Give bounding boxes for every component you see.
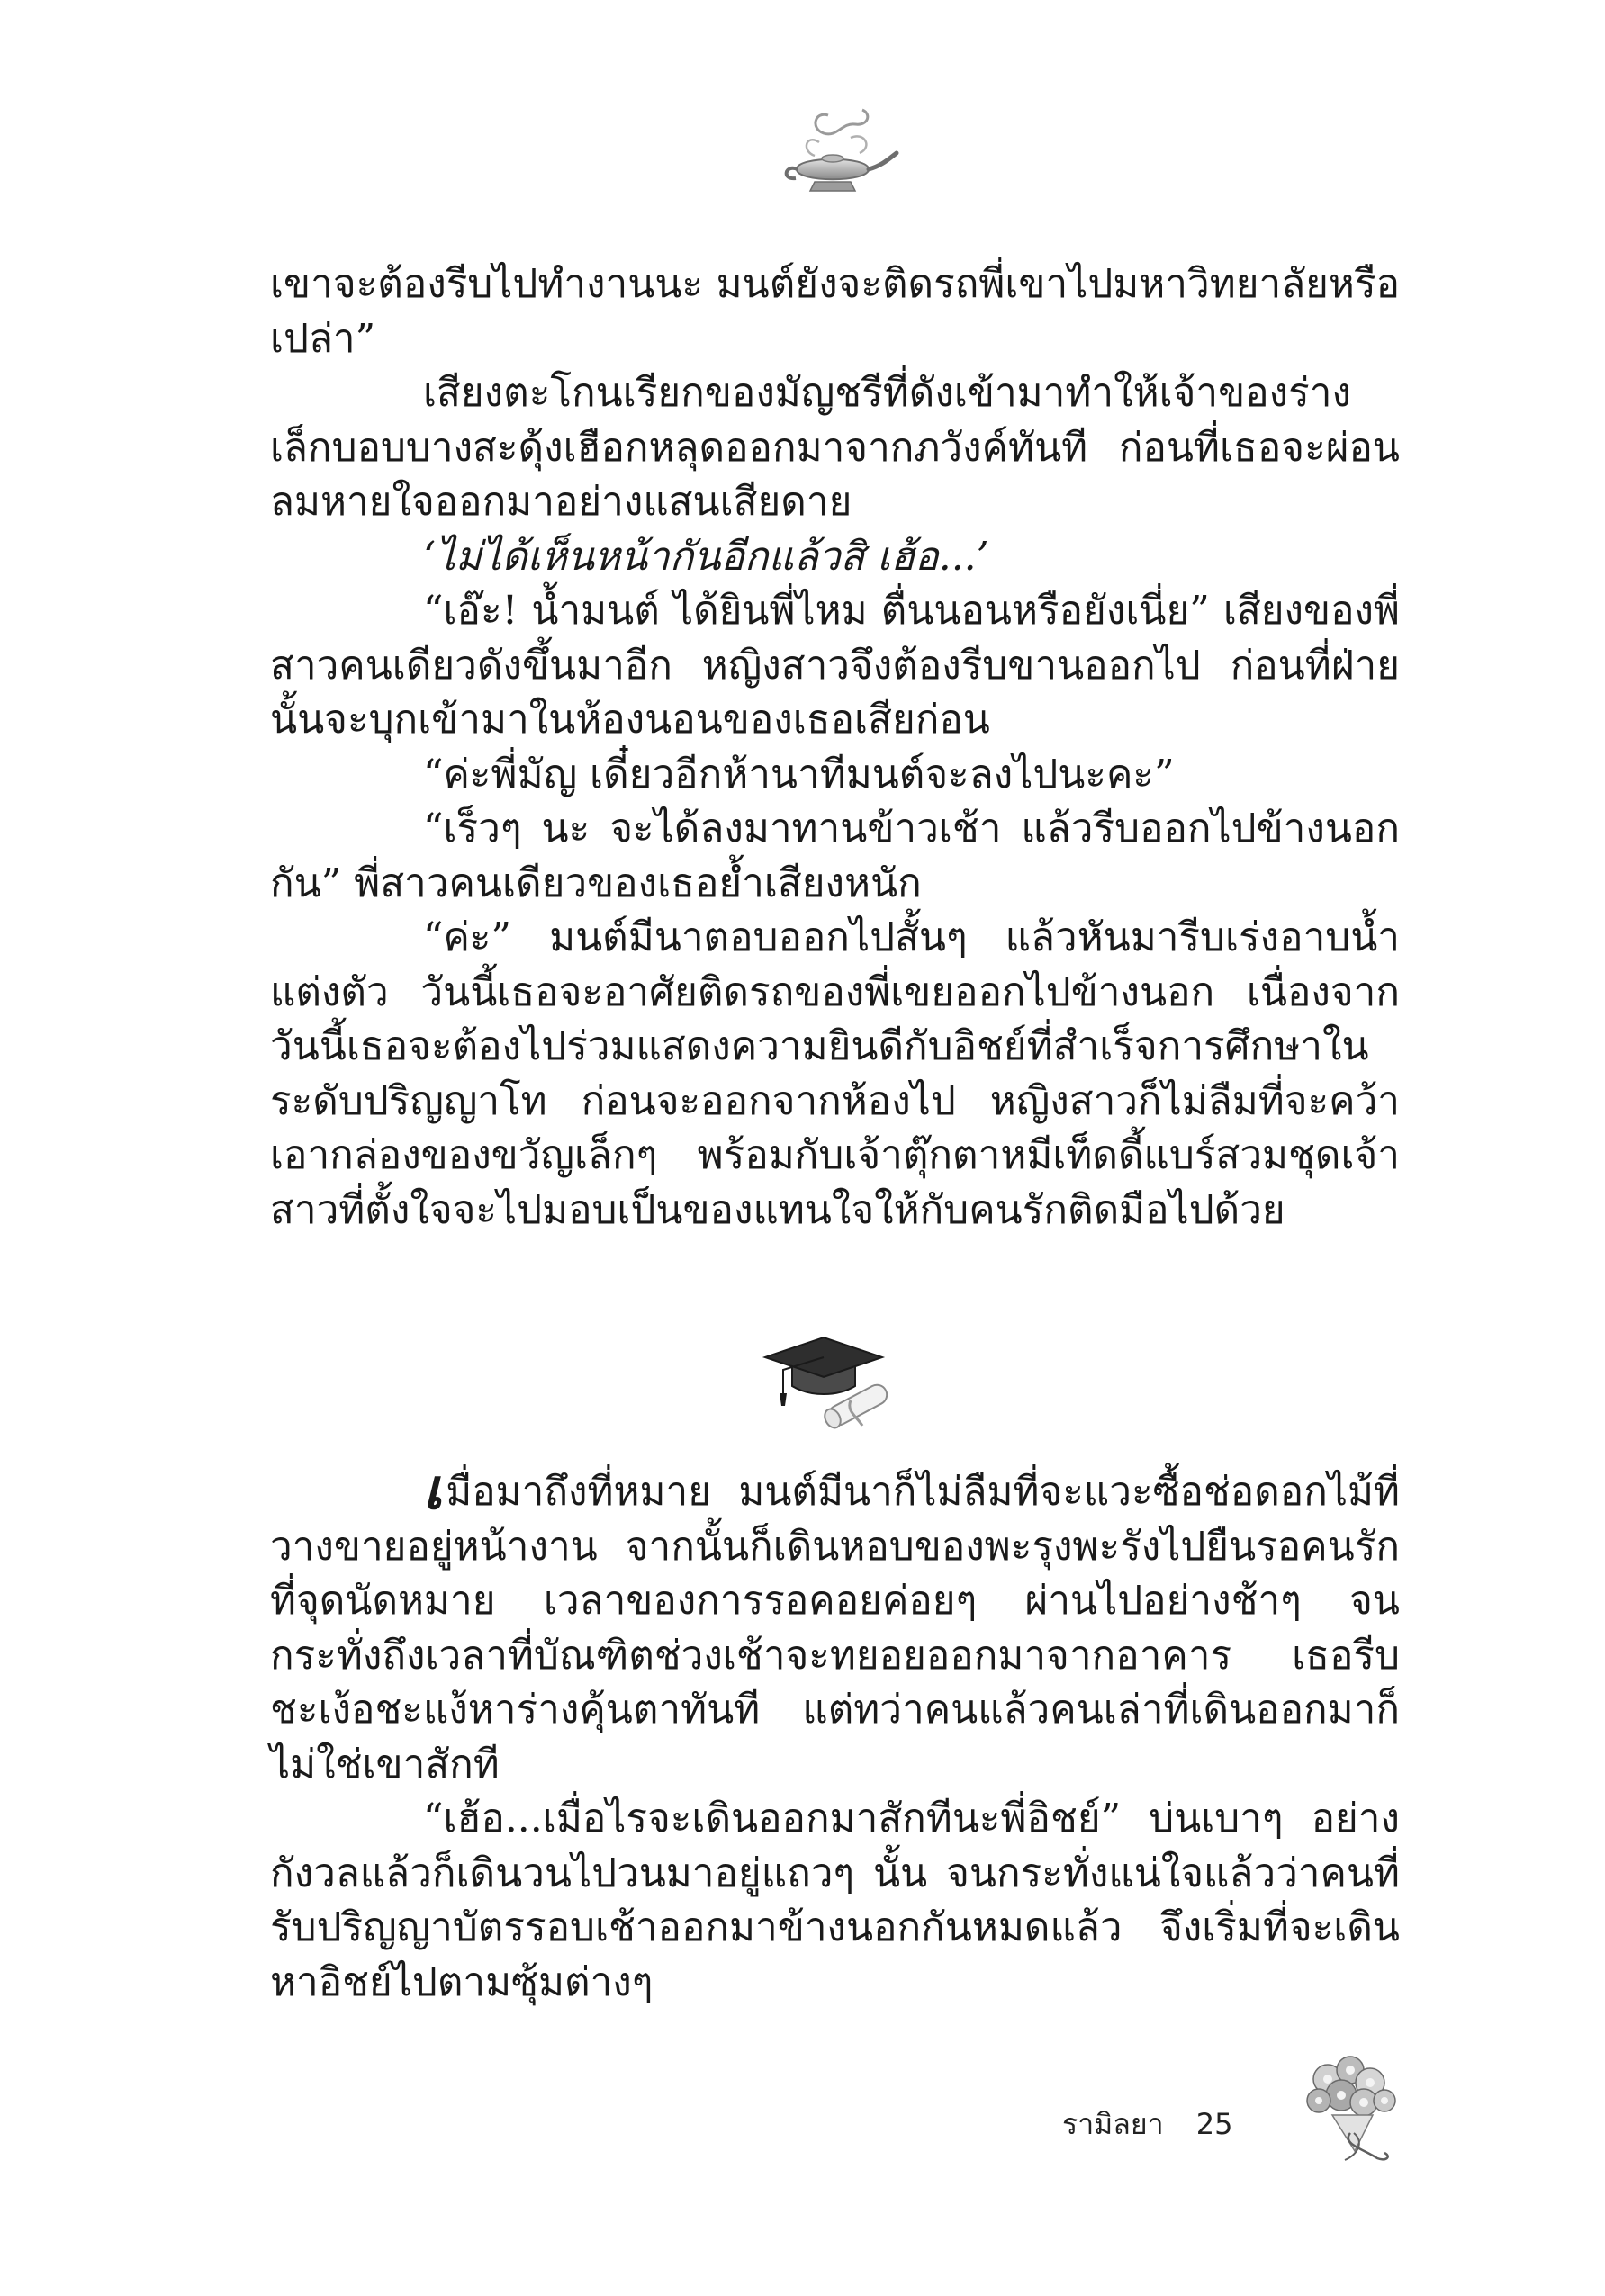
page-number: 25 bbox=[1195, 2107, 1233, 2141]
teapot-genie-lamp-icon bbox=[765, 106, 900, 205]
text-section-1 bbox=[270, 257, 1400, 1238]
paragraph: “เฮ้อ...เมื่อไรจะเดินออกมาสักทีนะพี่อิชย์” บ่นเบาๆ อย่างกังวลแล้วก็เดินวนไปวนมาอยู่แถวๆ นั้น จนกระทั่งแน่ใจแล้วว่าคนที่รับปริญญาบัตรรอบเช้าออกมาข้างนอกกันหมดแล้ว จึงเริ่มที่จะเดินหาอิชย์ไปตามซุ้มต่างๆ bbox=[270, 1796, 1400, 2005]
paragraph-with-dropcap bbox=[270, 1456, 1400, 1792]
flower-bouquet-icon bbox=[1278, 2043, 1413, 2165]
paragraph: เสียงตะโกนเรียกของมัญชรีที่ดังเข้ามาทำให้เจ้าของร่างเล็กบอบบางสะดุ้งเฮือกหลุดออกมาจากภวังค์ทันที ก่อนที่เธอจะผ่อนลมหายใจออกมาอย่างแสนเสียดาย bbox=[270, 370, 1400, 525]
graduation-cap-diploma-icon bbox=[756, 1330, 900, 1438]
paragraph: “ค่ะ” มนต์มีนาตอบออกไปสั้นๆ แล้วหันมารีบเร่งอาบน้ำแต่งตัว วันนี้เธอจะอาศัยติดรถของพี่เขยออกไปข้างนอก เนื่องจากวันนี้เธอจะต้องไปร่วมแสดงความยินดีกับอิชย์ที่สำเร็จการศึกษาในระดับปริญญาโท ก่อนจะออกจากห้องไป หญิงสาวก็ไม่ลืมที่จะคว้าเอากล่องของขวัญเล็กๆ พร้อมกับเจ้าตุ๊กตาหมีเท็ดดี้แบร์สวมชุดเจ้าสาวที่ตั้งใจจะไปมอบเป็นของแทนใจให้กับคนรักติดมือไปด้วย bbox=[270, 914, 1400, 1233]
page-footer bbox=[1062, 2102, 1269, 2147]
paragraph: “ค่ะพี่มัญ เดี๋ยวอีกห้านาทีมนต์จะลงไปนะคะ” bbox=[423, 751, 1175, 797]
author-name: รามิลยา bbox=[1062, 2107, 1164, 2141]
paragraph: เขาจะต้องรีบไปทำงานนะ มนต์ยังจะติดรถพี่เขาไปมหาวิทยาลัยหรือเปล่า” bbox=[270, 261, 1400, 362]
paragraph-thought: ‘ไม่ได้เห็นหน้ากันอีกแล้วสิ เฮ้อ...’ bbox=[423, 533, 989, 580]
dropcap: เ bbox=[423, 1456, 443, 1522]
paragraph: “เอ๊ะ! น้ำมนต์ ได้ยินพี่ไหม ตื่นนอนหรือยังเนี่ย” เสียงของพี่สาวคนเดียวดังขึ้นมาอีก หญิงสาวจึงต้องรีบขานออกไป ก่อนที่ฝ่ายนั้นจะบุกเข้ามาในห้องนอนของเธอเสียก่อน bbox=[270, 588, 1400, 743]
text-section-2 bbox=[270, 1456, 1400, 2010]
paragraph-text: มื่อมาถึงที่หมาย มนต์มีนาก็ไม่ลืมที่จะแวะซื้อช่อดอกไม้ที่วางขายอยู่หน้างาน จากนั้นก็เดินหอบของพะรุงพะรังไปยืนรอคนรักที่จุดนัดหมาย เวลาของการรอคอยค่อยๆ ผ่านไปอย่างช้าๆ จนกระทั่งถึงเวลาที่บัณฑิตช่วงเช้าจะทยอยออกมาจากอาคาร เธอรีบชะเง้อชะแง้หาร่างคุ้นตาทันที แต่ทว่าคนแล้วคนเล่าที่เดินออกมาก็ไม่ใช่เขาสักที bbox=[270, 1469, 1400, 1787]
paragraph: “เร็วๆ นะ จะได้ลงมาทานข้าวเช้า แล้วรีบออกไปข้างนอกกัน” พี่สาวคนเดียวของเธอย้ำเสียงหนัก bbox=[270, 806, 1400, 906]
